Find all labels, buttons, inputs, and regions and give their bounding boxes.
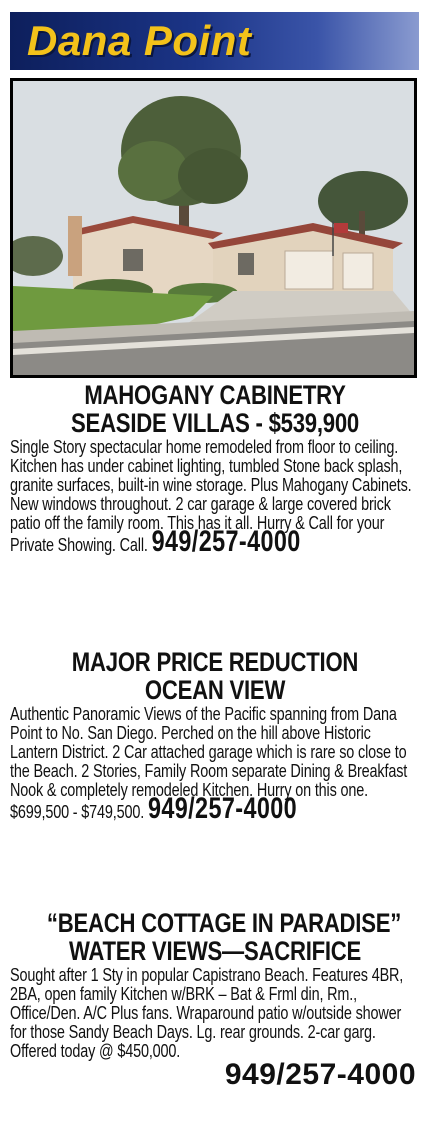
listing-2-headline-1: MAJOR PRICE REDUCTION xyxy=(71,647,359,677)
listing-2-body-text: Authentic Panoramic Views of the Pacific spanning from Dana Point to No. San Diego. Perched on the hill above Historic Lantern District. 2 Car attached garage which is rare so close to the Beach. 2 Stories, Family Room separate Dining & Breakfast Nook & completely remodeled Kitchen. Hurry on this one. $699,500 - $749,500. xyxy=(10,703,408,822)
listing-2 xyxy=(10,647,420,825)
listing-3 xyxy=(10,909,420,1090)
listing-1 xyxy=(10,380,420,558)
listing-3-headline-2: WATER VIEWS—SACRIFICE xyxy=(68,936,362,966)
listing-1-description xyxy=(10,436,420,558)
listing-1-body-text: Single Story spectacular home remodeled from floor to ceiling. Kitchen has under cabinet lighting, tumbled Stone back splash, granite surfaces, built-in wine storage. Plus Mahogany Cabinets. New windows throughout. 2 car garage & large covered brick patio off the family room. This has it all. Hurry & Call for your Private Showing. Call. xyxy=(10,436,412,555)
listing-3-headline-1: “BEACH COTTAGE IN PARADISE” xyxy=(46,908,402,938)
listing-3-phone: 949/257-4000 xyxy=(224,1058,416,1091)
house-photo xyxy=(10,78,417,378)
header-banner xyxy=(10,12,419,70)
listing-2-headline-2: OCEAN VIEW xyxy=(144,675,286,705)
page-title: Dana Point xyxy=(27,17,252,64)
listing-1-phone: 949/257-4000 xyxy=(151,525,301,558)
listing-1-headline-2: SEASIDE VILLAS - $539,900 xyxy=(71,408,359,438)
listing-1-headline-1: MAHOGANY CABINETRY xyxy=(84,380,346,410)
listing-2-description xyxy=(10,703,420,825)
listing-2-phone: 949/257-4000 xyxy=(147,792,298,825)
listing-3-description: Sought after 1 Sty in popular Capistrano Beach. Features 4BR, 2BA, open family Kitchen w/BRK – Bat & Frml din, Rm., Office/Den. A/C Plus fans. Wraparound patio w/outside shower for those Sandy Beach Days. Lg. rear grounds. 2-car garg. Offered today @ $450,000. xyxy=(10,964,404,1061)
